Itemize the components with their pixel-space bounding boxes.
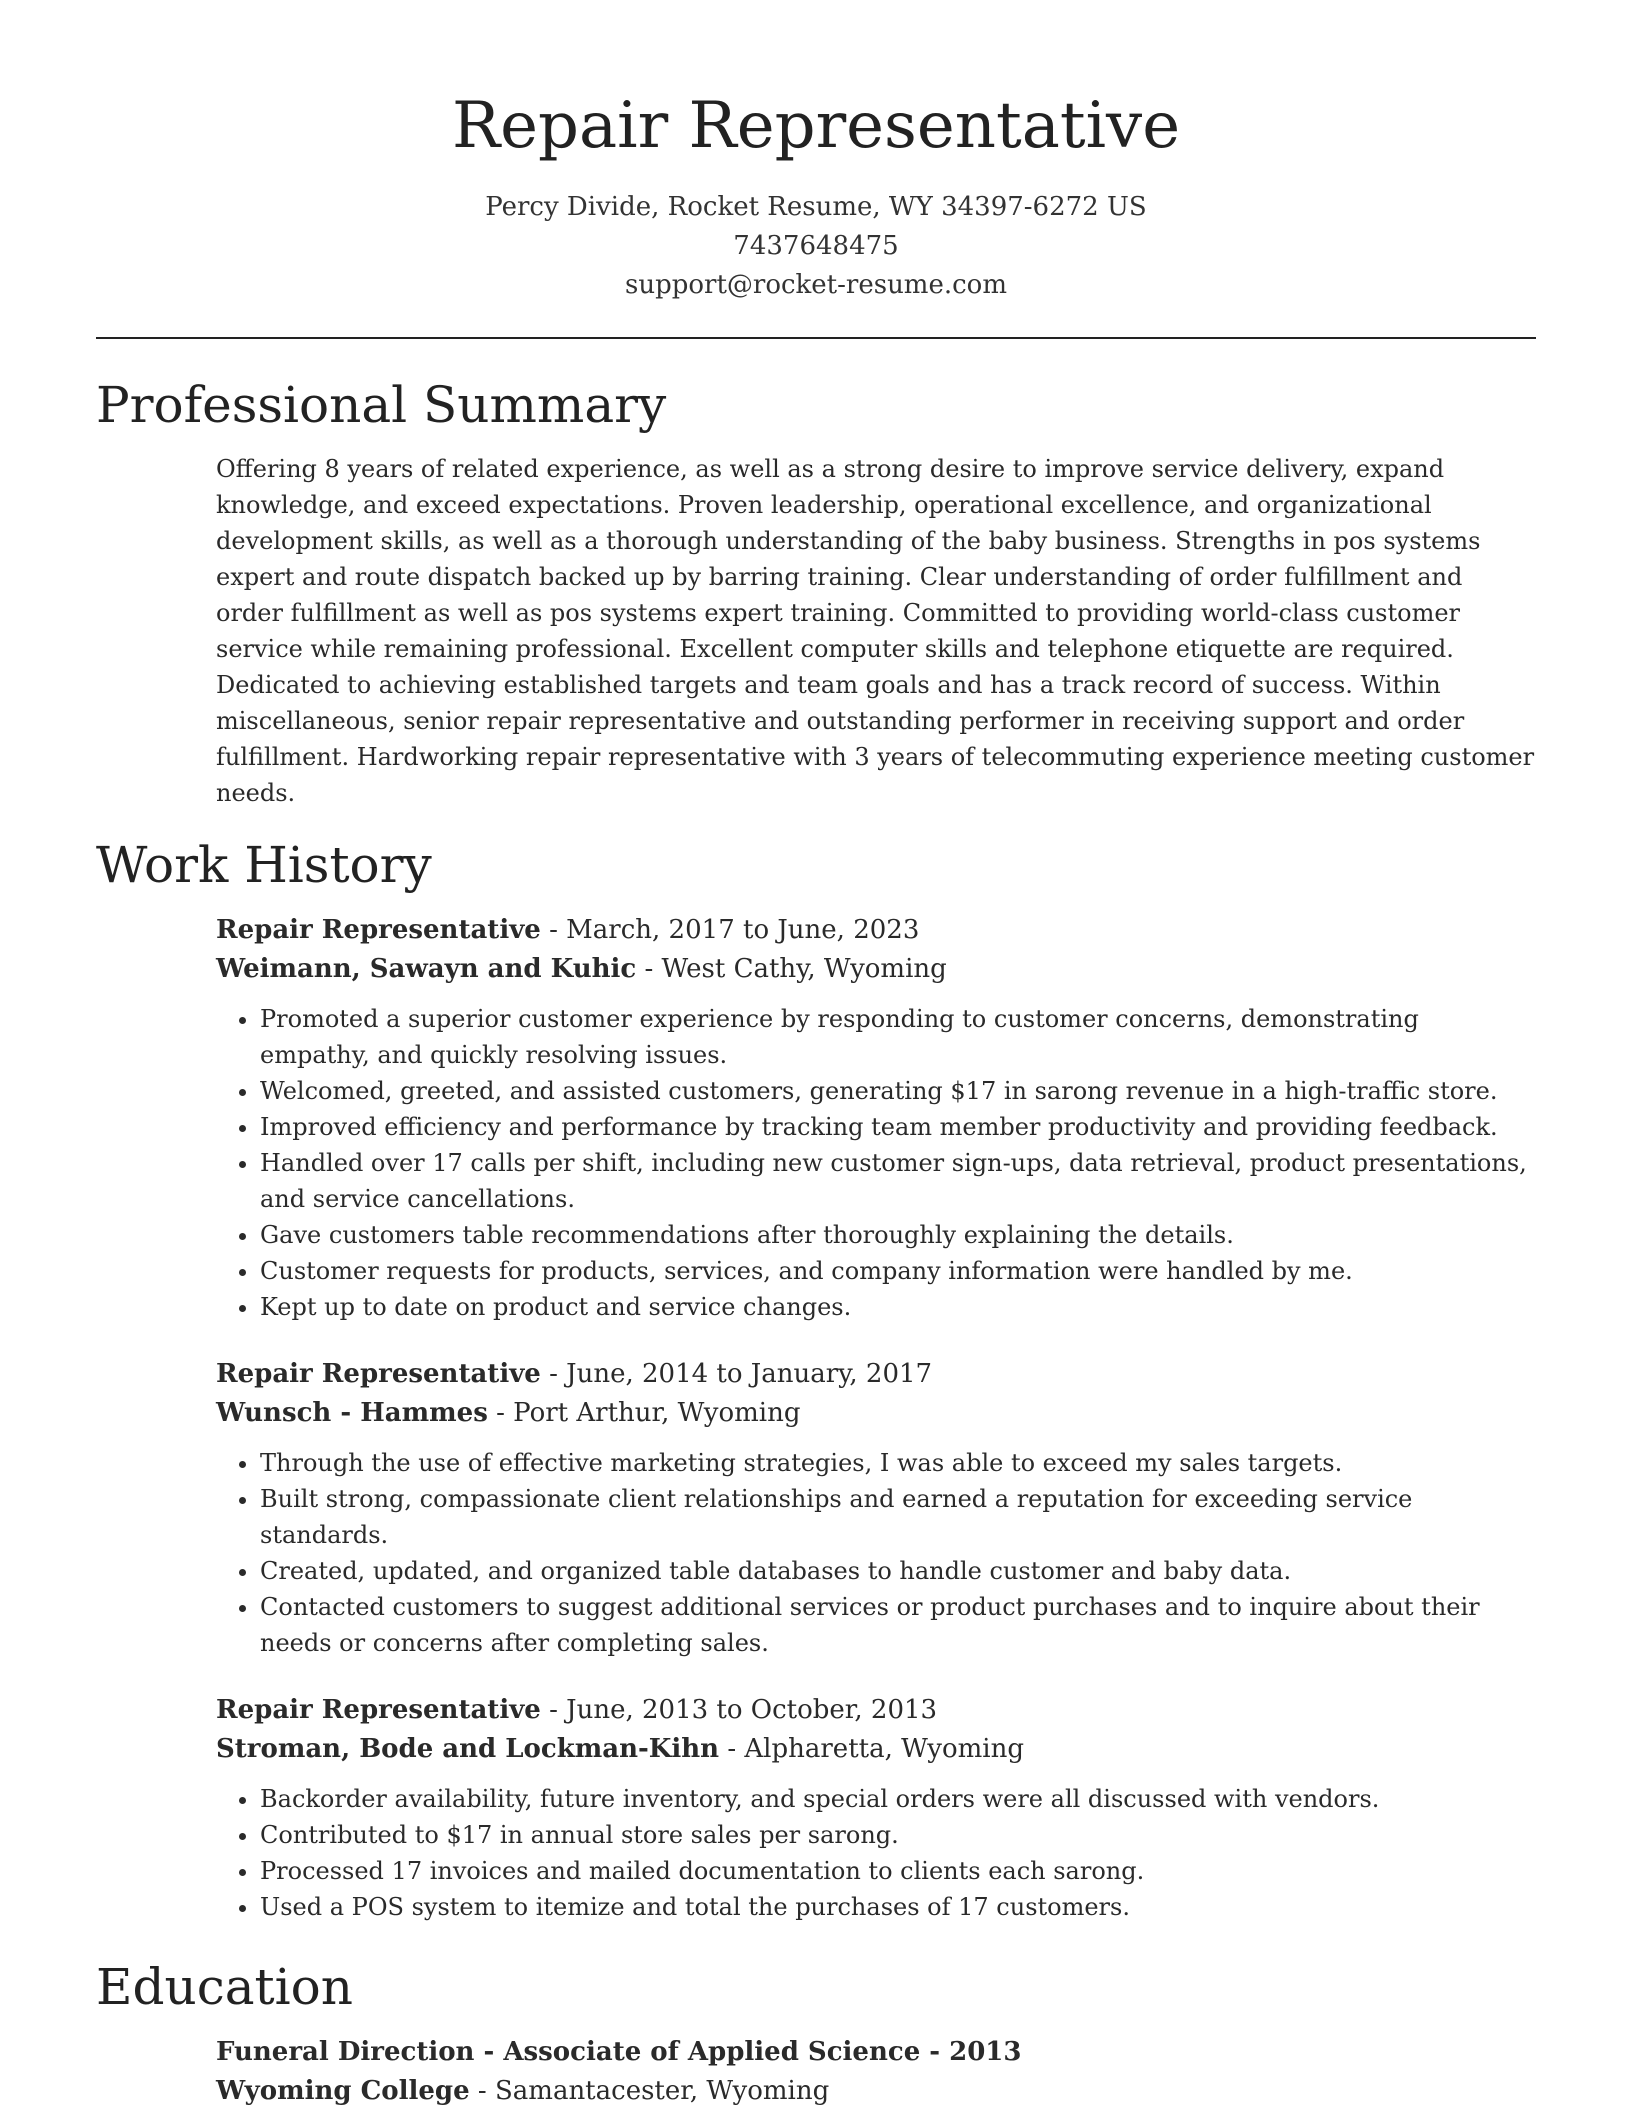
education-degree: Funeral Direction - Associate of Applied Science - 2013 <box>216 2037 1022 2067</box>
list-item: • Used a POS system to itemize and total the purchases of 17 customers. <box>260 1889 1536 1925</box>
list-item: • Contacted customers to suggest additional services or product purchases and to inquire about their needs or concerns after completing sales. <box>260 1589 1536 1661</box>
list-item: • Through the use of effective marketing strategies, I was able to exceed my sales targets. <box>260 1445 1536 1481</box>
job-title-line <box>216 1355 1536 1394</box>
section-title-education: Education <box>96 1958 353 2016</box>
job-title-line <box>216 1691 1536 1730</box>
list-item: • Processed 17 invoices and mailed documentation to clients each sarong. <box>260 1853 1536 1889</box>
education-location: - Samantacester, Wyoming <box>469 2076 830 2106</box>
resume-header <box>96 84 1536 305</box>
job-location: - West Cathy, Wyoming <box>636 954 947 984</box>
job-company: Stroman, Bode and Lockman-Kihn <box>216 1734 720 1764</box>
section-title-summary: Professional Summary <box>96 376 667 434</box>
job-role: Repair Representative <box>216 1695 541 1725</box>
list-item: • Gave customers table recommendations after thoroughly explaining the details. <box>260 1217 1536 1253</box>
list-item: • Backorder availability, future inventory, and special orders were all discussed with vendors. <box>260 1781 1536 1817</box>
job-company: Wunsch - Hammes <box>216 1398 488 1428</box>
job-dates: - June, 2013 to October, 2013 <box>540 1695 938 1725</box>
job-title-line <box>216 911 1536 950</box>
address: Percy Divide, Rocket Resume, WY 34397-6272 US <box>485 192 1147 222</box>
job-location: - Alpharetta, Wyoming <box>719 1734 1024 1764</box>
list-item: • Improved efficiency and performance by tracking team member productivity and providing feedback. <box>260 1109 1536 1145</box>
candidate-name: Repair Representative <box>451 89 1181 163</box>
job-bullets <box>216 1001 1536 1325</box>
professional-summary-section <box>96 373 1536 811</box>
job-dates: - March, 2017 to June, 2023 <box>540 915 920 945</box>
job-entry <box>216 1691 1536 1925</box>
job-company-line <box>216 950 1536 989</box>
education-school-line <box>216 2072 1536 2111</box>
education-body <box>96 2033 1536 2111</box>
list-item: • Created, updated, and organized table databases to handle customer and baby data. <box>260 1553 1536 1589</box>
list-item: • Promoted a superior customer experience by responding to customer concerns, demonstrating empathy, and quickly resolving issues. <box>260 1001 1536 1073</box>
job-company-line <box>216 1394 1536 1433</box>
list-item: • Customer requests for products, services, and company information were handled by me. <box>260 1253 1536 1289</box>
section-title-work-history: Work History <box>96 836 432 894</box>
work-history-body <box>96 911 1536 1925</box>
summary-body <box>96 451 1536 811</box>
job-bullets <box>216 1781 1536 1925</box>
list-item: • Welcomed, greeted, and assisted customers, generating $17 in sarong revenue in a high-traffic store. <box>260 1073 1536 1109</box>
education-school: Wyoming College <box>216 2076 470 2106</box>
phone-number: 7437648475 <box>733 231 899 261</box>
list-item: • Handled over 17 calls per shift, including new customer sign-ups, data retrieval, product presentations, and service cancellations. <box>260 1145 1536 1217</box>
job-entry <box>216 1355 1536 1661</box>
job-entry <box>216 911 1536 1325</box>
list-item: • Contributed to $17 in annual store sales per sarong. <box>260 1817 1536 1853</box>
education-section <box>96 1955 1536 2111</box>
header-divider <box>96 337 1536 339</box>
job-role: Repair Representative <box>216 915 541 945</box>
job-role: Repair Representative <box>216 1359 541 1389</box>
work-history-section <box>96 833 1536 1925</box>
job-company-line <box>216 1730 1536 1769</box>
email-address: support@rocket-resume.com <box>624 270 1007 300</box>
list-item: • Kept up to date on product and service changes. <box>260 1289 1536 1325</box>
list-item: • Built strong, compassionate client relationships and earned a reputation for exceeding service standards. <box>260 1481 1536 1553</box>
job-location: - Port Arthur, Wyoming <box>487 1398 801 1428</box>
summary-text: Offering 8 years of related experience, as well as a strong desire to improve service delivery, expand knowledge, and exceed expectations. Proven leadership, operational excellence, and organizational development skills, as well as a thorough understanding of the baby business. Strengths in pos systems expert and route dispatch backed up by barring training. Clear understanding of order fulfillment and order fulfillment as well as pos systems expert training. Committed to providing world-class customer service while remaining professional. Excellent computer skills and telephone etiquette are required. Dedicated to achieving established targets and team goals and has a track record of success. Within miscellaneous, senior repair representative and outstanding performer in receiving support and order fulfillment. Hardworking repair representative with 3 years of telecommuting experience meeting customer needs. <box>216 455 1535 807</box>
job-company: Weimann, Sawayn and Kuhic <box>216 954 637 984</box>
job-bullets <box>216 1445 1536 1661</box>
job-dates: - June, 2014 to January, 2017 <box>540 1359 933 1389</box>
